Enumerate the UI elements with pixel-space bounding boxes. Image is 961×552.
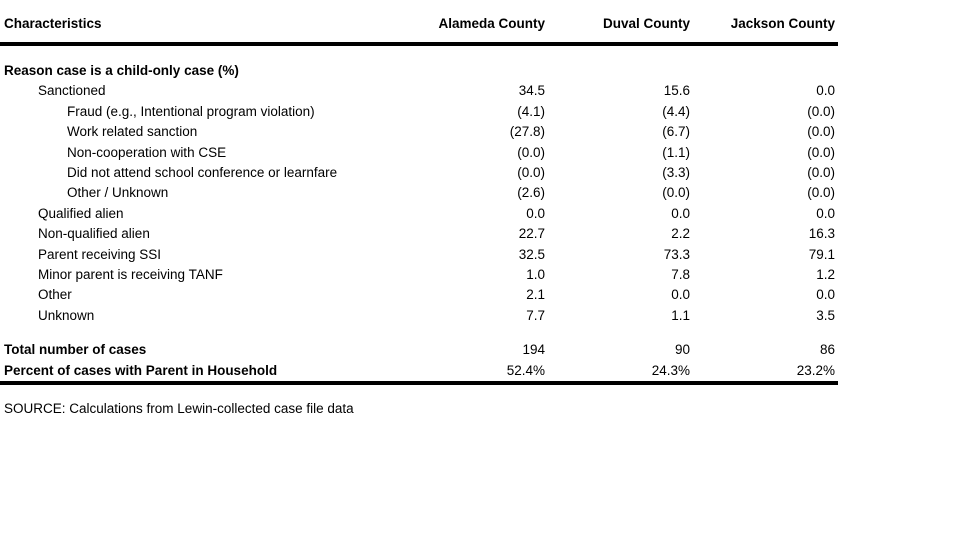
row-value-alameda: 194	[522, 342, 545, 358]
row-value-duval: (1.1)	[662, 144, 690, 160]
table-row	[0, 61, 838, 81]
row-value-jackson: 79.1	[808, 246, 835, 262]
table-row	[0, 224, 838, 244]
row-value-jackson: (0.0)	[807, 144, 835, 160]
table-body	[0, 46, 838, 326]
table-row	[0, 81, 838, 101]
row-label: Fraud (e.g., Intentional program violation)	[67, 103, 315, 119]
column-header-duval-county: Duval County	[602, 16, 690, 31]
column-header-alameda-county: Alameda County	[438, 16, 545, 31]
row-label: Sanctioned	[38, 83, 106, 99]
row-label: Reason case is a child-only case (%)	[4, 63, 239, 78]
row-value-duval: 24.3%	[651, 362, 690, 378]
row-value-alameda: 0.0	[526, 205, 545, 221]
column-header-characteristics: Characteristics	[4, 16, 102, 31]
row-value-duval: 73.3	[663, 246, 690, 262]
row-label: Work related sanction	[67, 124, 198, 140]
row-value-alameda: (0.0)	[517, 165, 545, 181]
row-value-alameda: 7.7	[526, 307, 545, 323]
row-value-duval: (4.4)	[662, 103, 690, 119]
row-label: Percent of cases with Parent in Household	[4, 362, 278, 378]
row-value-alameda	[420, 61, 545, 81]
row-value-alameda: 34.5	[518, 83, 545, 99]
table-row	[0, 183, 838, 203]
row-value-jackson	[690, 61, 835, 81]
row-value-jackson: (0.0)	[807, 165, 835, 181]
row-value-alameda: (4.1)	[517, 103, 545, 119]
row-value-jackson: 0.0	[816, 205, 835, 221]
table-row	[0, 285, 838, 305]
row-value-duval: (3.3)	[662, 165, 690, 181]
table-row	[0, 102, 838, 122]
table-row	[0, 361, 838, 381]
row-value-alameda: 52.4%	[506, 362, 545, 378]
row-value-jackson: 0.0	[816, 83, 835, 99]
row-label: Non-qualified alien	[38, 226, 150, 242]
table-row	[0, 245, 838, 265]
table-row	[0, 143, 838, 163]
row-label: Minor parent is receiving TANF	[38, 267, 223, 283]
row-label: Unknown	[38, 307, 95, 323]
row-value-duval: 0.0	[671, 287, 690, 303]
row-value-duval: (0.0)	[662, 185, 690, 201]
row-label: Qualified alien	[38, 205, 124, 221]
row-value-duval: 7.8	[671, 267, 690, 283]
row-value-jackson: (0.0)	[807, 124, 835, 140]
row-value-alameda: (0.0)	[517, 144, 545, 160]
row-value-duval: 15.6	[663, 83, 690, 99]
row-value-jackson: 3.5	[816, 307, 835, 323]
source-note: SOURCE: Calculations from Lewin-collected case file data	[4, 401, 354, 417]
row-value-alameda: (27.8)	[509, 124, 545, 140]
row-label: Total number of cases	[4, 342, 147, 358]
row-value-jackson: 16.3	[808, 226, 835, 242]
row-value-alameda: 32.5	[518, 246, 545, 262]
row-value-jackson: (0.0)	[807, 103, 835, 119]
row-value-duval	[545, 61, 690, 81]
row-value-duval: 1.1	[671, 307, 690, 323]
row-value-alameda: 22.7	[518, 226, 545, 242]
row-value-jackson: (0.0)	[807, 185, 835, 201]
table-row	[0, 306, 838, 326]
row-value-jackson: 86	[819, 342, 835, 358]
row-value-duval: 0.0	[671, 205, 690, 221]
row-label: Other	[38, 287, 72, 303]
row-value-duval: 90	[674, 342, 690, 358]
row-value-jackson: 23.2%	[796, 362, 835, 378]
row-label: Did not attend school conference or learnfare	[67, 165, 338, 181]
table-row	[0, 265, 838, 285]
row-label: Non-cooperation with CSE	[67, 144, 227, 160]
row-label: Parent receiving SSI	[38, 246, 162, 262]
column-header-jackson-county: Jackson County	[730, 16, 835, 31]
table-row	[0, 122, 838, 142]
table-totals	[0, 340, 838, 385]
row-value-alameda: (2.6)	[517, 185, 545, 201]
row-value-duval: (6.7)	[662, 124, 690, 140]
row-value-jackson: 1.2	[816, 267, 835, 283]
table-row	[0, 163, 838, 183]
row-value-jackson: 0.0	[816, 287, 835, 303]
row-value-alameda: 1.0	[526, 267, 545, 283]
row-label: Other / Unknown	[67, 185, 169, 201]
row-value-alameda: 2.1	[526, 287, 545, 303]
row-value-duval: 2.2	[671, 226, 690, 242]
table-row	[0, 340, 838, 360]
table-row	[0, 204, 838, 224]
table-header-row	[0, 0, 838, 46]
